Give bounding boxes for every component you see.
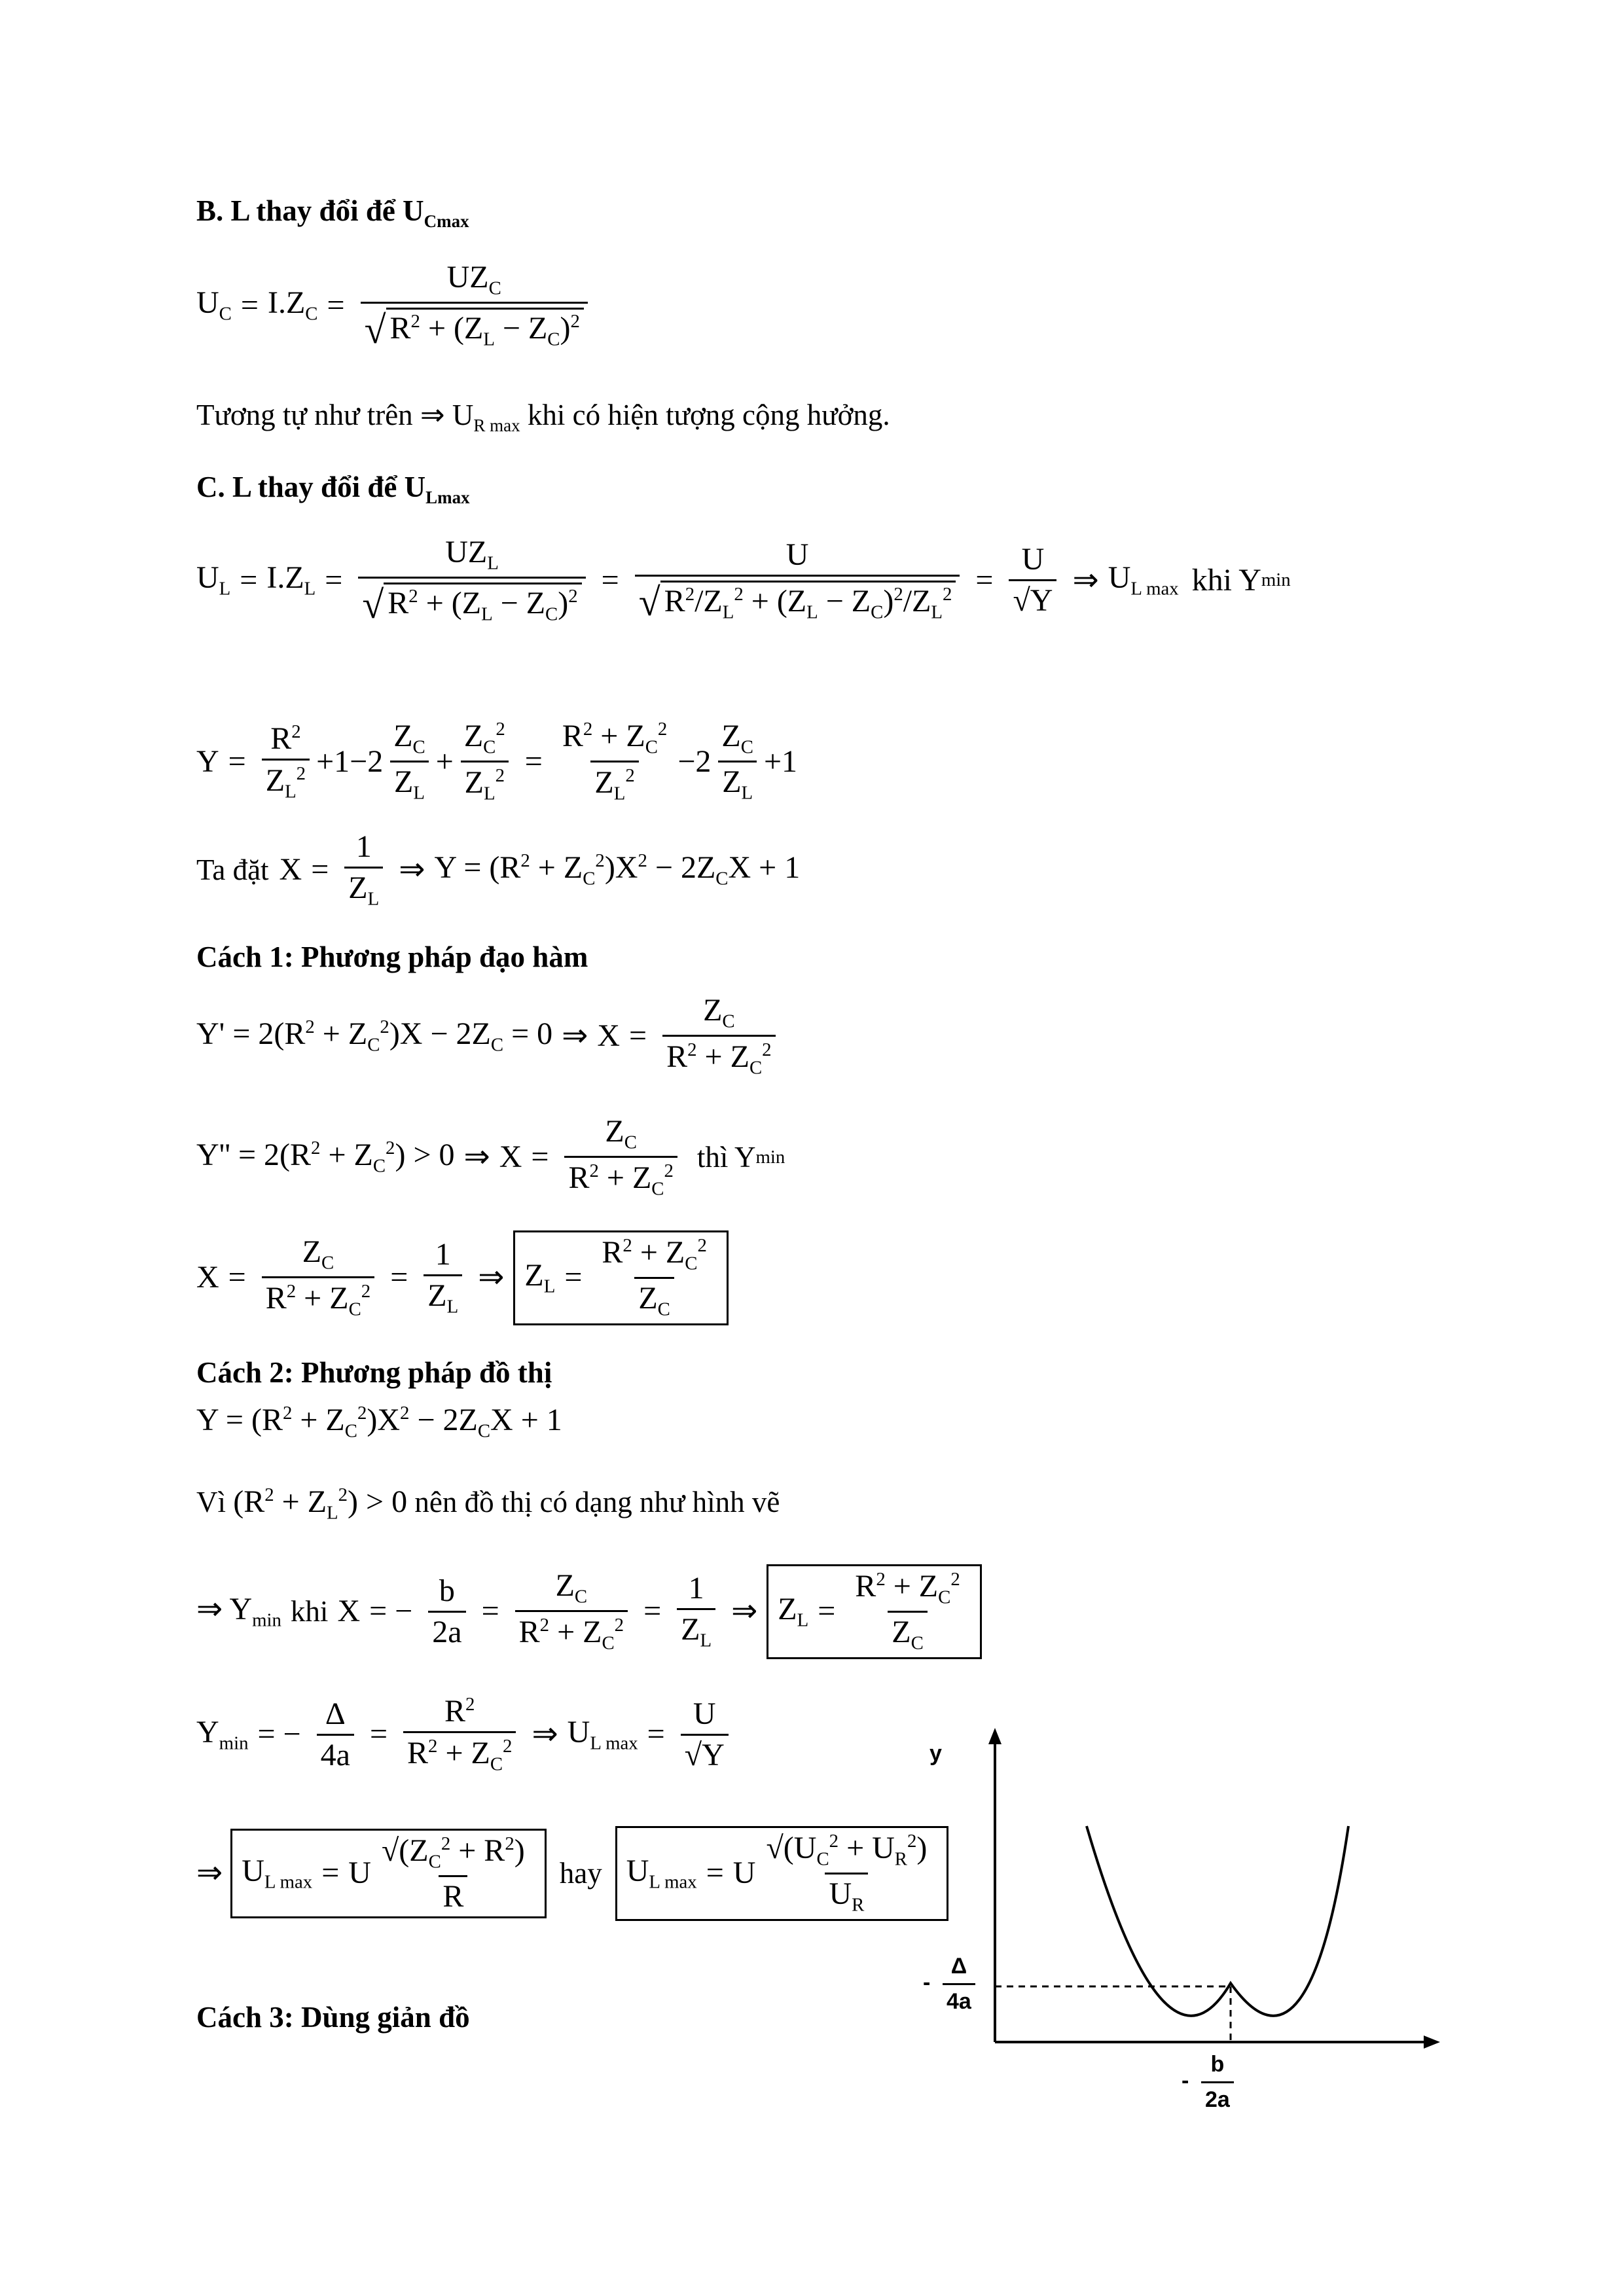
y-mark-label: $\frac{\Delta}{4a}$ [943,1954,975,2015]
formula-y-quadratic: $Y = (R^2 + Z_C^2)X^2 - 2Z_CX + 1$ [196,1403,562,1442]
result-box-1: $Z_L$ = $\frac{R^2 + Z_C^2}{Z_C}$ [513,1230,728,1325]
final-box-1: $U_{L max}$ = U $\frac{√(Z_C^2 + R^2)}{R}$ [230,1829,547,1918]
formula-substitution: Ta đặt X = $\frac{1}{Z_L}$ ⇒ $Y = (R^2 + Z_C^2)X^2 - 2Z_CX + 1$ [196,829,801,910]
formula-result-1: X = $\frac{Z_C}{R^2 + Z_C^2}$ = $\frac{1}{Z_L}$ ⇒ $Z_L$ = $\frac{R^2 + Z_C^2}{Z_C}$ [196,1230,729,1325]
section-c-heading: C. L thay đổi để $U_{Lmax}$ [196,471,470,507]
final-box-2: $U_{L max}$ = U $\frac{√(U_C^2 + U_R^2)}{U_R}$ [615,1826,949,1921]
y-axis-arrow [988,1728,1001,1744]
formula-final: ⇒ $U_{L max}$ = U $\frac{√(Z_C^2 + R^2)}{R}$ hay $U_{L max}$ = U $\frac{√(U_C^2 + U_R^2)}{U_R}$ [196,1826,948,1921]
x-mark-label: $\frac{b}{2a}$ [1201,2052,1234,2113]
result-box-2: $Z_L$ = $\frac{R^2 + Z_C^2}{Z_C}$ [767,1564,981,1659]
section-b-heading: B. L thay đổi để $U_{Cmax}$ [196,194,469,231]
method-1-heading: Cách 1: Phương pháp đạo hàm [196,941,588,973]
method-2-heading: Cách 2: Phương pháp đồ thị [196,1356,552,1389]
method-3-heading: Cách 3: Dùng giản đồ [196,2001,470,2034]
parabola-graph [890,1728,1479,2114]
method-2-text: Vì $(R^2 + Z_L^2) > 0$ nên đồ thị có dạng như hình vẽ [196,1484,780,1524]
formula-vertex: ⇒ $Y_{min}$ khi X = − $\frac{b}{2a}$ = $\frac{Z_C}{R^2 + Z_C^2}$ = $\frac{1}{Z_L}$ ⇒ $Z_L$ = $\frac{R^2 + Z_C^2}{Z_C}$ [196,1564,982,1659]
x-axis-arrow [1424,2036,1440,2049]
formula-uc: $U_C$ = $I.Z_C$ = $UZ_C$ √ $R^2 + (Z_L - Z_C)^2$ [196,262,594,350]
formula-ul: $U_L$ = $I.Z_L$ = $UZ_L$ √ $R^2 + (Z_L - Z_C)^2$ = U √ $R^2/Z_L^2 + (Z_L - Z_C)^2/Z_L^2$ = $\frac{U}{√Y}$ ⇒ $U_{L max}$ khi Y min [196,535,1291,626]
y-axis-label: y [929,1741,942,1766]
formula-ymin: $Y_{min}$ = − $\frac{\Delta}{4a}$ = $\frac{R^2}{R^2 + Z_C^2}$ ⇒ $U_{L max}$ = $\frac{U}{√Y}$ [196,1695,735,1774]
parabola-svg [890,1728,1479,2114]
formula-derivative-2: $Y'' = 2(R^2 + Z_C^2) > 0$ ⇒ X = $\frac{Z_C}{R^2 + Z_C^2}$ thì Y min [196,1114,785,1200]
y-mark-minus: - [923,1970,931,1995]
section-b-text: Tương tự như trên ⇒ $U_{R max}$ khi có hiện tượng cộng hưởng. [196,399,890,435]
formula-y-expansion: Y = $\frac{R^2}{Z_L^2}$ +1−2 $\frac{Z_C}{Z_L}$ + $\frac{Z_C^2}{Z_L^2}$ = $\frac{R^2 + Z_C^2}{Z_L^2}$ −2 $\frac{Z_C}{Z_L}$ +1 [196,719,798,804]
formula-derivative-1: $Y' = 2(R^2 + Z_C^2)X - 2Z_C = 0$ ⇒ X = $\frac{Z_C}{R^2 + Z_C^2}$ [196,995,782,1078]
x-mark-minus: - [1182,2068,1189,2093]
